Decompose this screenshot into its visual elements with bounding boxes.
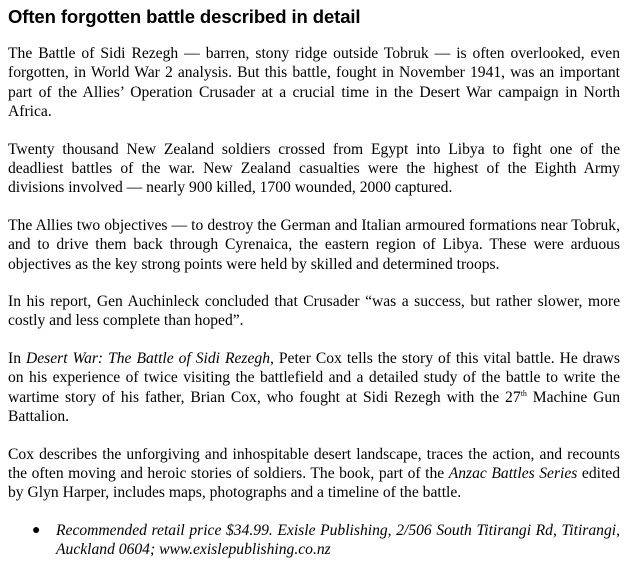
page-title: Often forgotten battle described in detail (8, 6, 361, 27)
paragraph-soldiers: Twenty thousand New Zealand soldiers crossed from Egypt into Libya to fight one of the deadliest battles of the war. New Zealand casualties were the highest of the Eighth Army divisions involved — nearly 900 killed, 1700 wounded, 2000 captured. (8, 140, 620, 197)
paragraph-report: In his report, Gen Auchinleck concluded that Crusader “was a success, but rather slower, more costly and less complete than hoped”. (8, 293, 620, 330)
paragraph-description-end: edited by Glyn Harper, includes maps, photographs and a timeline of the battle. (8, 464, 621, 502)
ordinal-suffix: th (520, 388, 527, 398)
article (8, 6, 620, 560)
book-title: Desert War: The Battle of Sidi Rezegh (25, 349, 271, 367)
paragraph-description-text: Cox describes the unforgiving and inhospitable desert landscape, traces the action, and recounts the often moving and heroic stories of soldiers. The book, part of the (8, 445, 620, 482)
paragraph-intro: The Battle of Sidi Rezegh — barren, stony ridge outside Tobruk — is often overlooked, even forgotten, in World War 2 analysis. But this battle, fought in November 1941, was an important part of the Allies’ Operation Crusader at a crucial time in the Desert War campaign in North Africa. (8, 45, 620, 121)
paragraph-book-end: Machine Gun Battalion. (8, 388, 620, 426)
list-item (32, 521, 620, 560)
paragraph-objectives: The Allies two objectives –– to destroy the German and Italian armoured formations near Tobruk, and to drive them back through Cyrenaica, the eastern region of Libya. These were arduous objectives as the key strong points were held by skilled and determined troops. (8, 216, 620, 273)
paragraph-description (8, 445, 620, 503)
paragraph-book: In Desert War: The Battle of Sidi Rezegh, Peter Cox tells the story of this vital battle. He draws on his experience of twice visiting the battlefield and a detailed study of the battle to write the wartime story of his father, Brian Cox, who fought at Sidi Rezegh with the 27th Machine Gun Battalion. (8, 349, 620, 426)
series-name: Anzac Battles Series (448, 464, 578, 482)
bullet-list (8, 521, 620, 560)
paragraph-book-text: , Peter Cox tells the story of this vital battle. He draws on his experience of twice visiting the battlefield and a detailed study of the battle to write the wartime story of his father, Brian Cox, who fought at Sidi Rezegh with the 27 (8, 349, 620, 406)
bullet-icon: ● (32, 522, 41, 538)
retail-info: Recommended retail price $34.99. Exisle Publishing, 2/506 South Titirangi Rd, Titirangi, Auckland 0604; www.exislepublishing.co.nz (56, 521, 620, 559)
